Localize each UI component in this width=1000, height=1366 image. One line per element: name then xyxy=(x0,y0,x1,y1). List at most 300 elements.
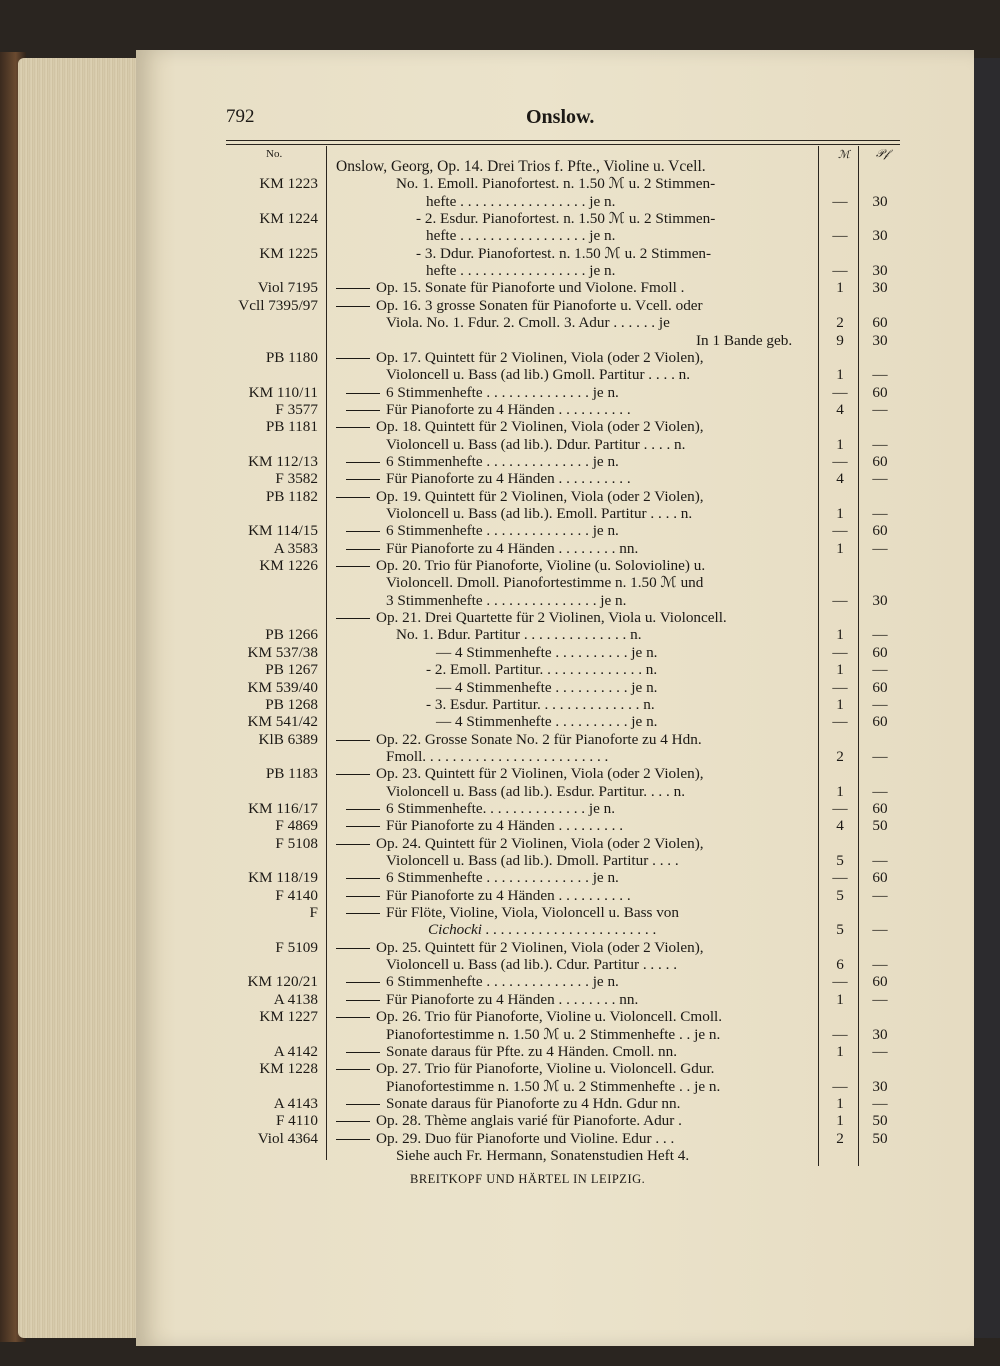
catalog-row xyxy=(0,332,1000,349)
catalog-number: F xyxy=(309,904,318,922)
entry-description: Violoncell u. Bass (ad lib.). Cdur. Partitur . . . . . xyxy=(386,956,677,974)
entry-text xyxy=(336,939,704,956)
price-pfennig: — xyxy=(872,505,888,522)
entry-text xyxy=(336,973,619,990)
catalog-row xyxy=(0,540,1000,557)
entry-text xyxy=(436,713,657,730)
entry-description: Für Pianoforte zu 4 Händen . . . . . . . . nn. xyxy=(386,990,639,1008)
catalog-number: A 4143 xyxy=(273,1094,318,1112)
catalog-number: PB 1267 xyxy=(265,661,318,679)
entry-text xyxy=(336,349,704,366)
catalog-row xyxy=(0,869,1000,886)
ditto-dash xyxy=(336,497,370,498)
catalog-row xyxy=(0,366,1000,383)
entry-text xyxy=(336,609,727,626)
price-pfennig: 50 xyxy=(872,1129,888,1147)
ditto-dash xyxy=(346,982,380,983)
ditto-dash xyxy=(346,531,380,532)
catalog-row xyxy=(0,991,1000,1008)
price-mark: — xyxy=(832,869,848,887)
ditto-dash xyxy=(336,774,370,775)
catalog-number: KM 1225 xyxy=(259,244,318,262)
entry-description: Op. 24. Quintett für 2 Violinen, Viola (oder 2 Violen), xyxy=(376,834,704,852)
catalog-number: KM 110/11 xyxy=(248,383,318,401)
catalog-row xyxy=(0,748,1000,765)
catalog-row xyxy=(0,592,1000,609)
catalog-row xyxy=(0,314,1000,331)
catalog-number: F 3577 xyxy=(275,400,318,418)
ditto-dash xyxy=(346,896,380,897)
catalog-number: KM 116/17 xyxy=(248,799,318,817)
entry-description: Op. 20. Trio für Pianoforte, Violine (u. Solovioline) u. xyxy=(376,557,706,575)
entry-text xyxy=(386,852,679,869)
entry-description: hefte . . . . . . . . . . . . . . . . . je n. xyxy=(426,192,616,210)
catalog-number: A 4138 xyxy=(273,990,318,1008)
catalog-row xyxy=(0,696,1000,713)
entry-description: Sonate daraus für Pianoforte zu 4 Hdn. Gdur nn. xyxy=(386,1094,681,1112)
price-pfennig: 30 xyxy=(872,262,888,280)
catalog-row xyxy=(0,1147,1000,1164)
catalog-row xyxy=(0,453,1000,470)
entry-description: Violoncell u. Bass (ad lib.). Dmoll. Partitur . . . . xyxy=(386,852,679,869)
price-mark: — xyxy=(832,1077,848,1095)
entry-description: Cichocki . . . . . . . . . . . . . . . . . . . . . . . xyxy=(428,921,657,939)
catalog-row xyxy=(0,210,1000,227)
entry-text xyxy=(426,696,655,713)
catalog-row xyxy=(0,297,1000,314)
catalog-row xyxy=(0,557,1000,574)
price-mark: 1 xyxy=(836,1042,844,1060)
catalog-row xyxy=(0,158,1000,175)
entry-description: Für Pianoforte zu 4 Händen . . . . . . . . . . xyxy=(386,886,631,904)
entry-text xyxy=(336,279,684,296)
catalog-row xyxy=(0,175,1000,192)
catalog-row xyxy=(0,245,1000,262)
ditto-dash xyxy=(336,358,370,359)
catalog-row xyxy=(0,1095,1000,1112)
entry-description: Viola. No. 1. Fdur. 2. Cmoll. 3. Adur . . . . . . je xyxy=(386,314,670,332)
entry-description: Op. 28. Thème anglais varié für Pianoforte. Adur . xyxy=(376,1112,682,1130)
entry-description: Op. 18. Quintett für 2 Violinen, Viola (oder 2 Violen), xyxy=(376,418,704,436)
running-title: Onslow. xyxy=(526,106,595,128)
entry-text xyxy=(336,418,704,435)
entry-description: Violoncell u. Bass (ad lib.). Emoll. Partitur . . . . n. xyxy=(386,505,693,522)
entry-description: Op. 29. Duo für Pianoforte und Violine. Edur . . . xyxy=(376,1129,675,1147)
entry-text xyxy=(428,921,657,938)
entry-text xyxy=(396,175,715,192)
entry-text xyxy=(336,869,619,886)
catalog-number: KM 539/40 xyxy=(247,678,318,696)
price-pfennig: 60 xyxy=(872,678,888,696)
ditto-dash xyxy=(336,844,370,845)
price-mark: — xyxy=(832,262,848,280)
entry-description: Violoncell. Dmoll. Pianofortestimme n. 1.50 ℳ und xyxy=(386,574,704,592)
entry-description: - 2. Emoll. Partitur. . . . . . . . . . . . . . n. xyxy=(426,661,658,679)
entry-description: — 4 Stimmenhefte . . . . . . . . . . je n. xyxy=(436,678,658,696)
entry-text xyxy=(416,245,711,262)
entry-description: Pianofortestimme n. 1.50 ℳ u. 2 Stimmenhefte . . je n. xyxy=(386,1025,721,1043)
entry-text xyxy=(336,453,619,470)
entry-text xyxy=(386,574,703,591)
price-pfennig: 30 xyxy=(872,227,888,245)
entry-text xyxy=(436,679,657,696)
catalog-row xyxy=(0,1008,1000,1025)
catalog-row xyxy=(0,783,1000,800)
price-pfennig: — xyxy=(872,470,888,488)
price-pfennig: 30 xyxy=(872,279,888,297)
entry-description: No. 1. Bdur. Partitur . . . . . . . . . . . . . . n. xyxy=(396,626,642,644)
catalog-row xyxy=(0,679,1000,696)
entry-description: Op. 21. Drei Quartette für 2 Violinen, Viola u. Violoncell. xyxy=(376,609,727,627)
ditto-dash xyxy=(336,427,370,428)
entry-text xyxy=(336,1043,677,1060)
price-mark: 9 xyxy=(836,331,844,349)
catalog-number: F 3582 xyxy=(275,470,318,488)
price-mark: 1 xyxy=(836,1112,844,1130)
price-mark: — xyxy=(832,643,848,661)
entry-text xyxy=(386,436,685,453)
catalog-row xyxy=(0,626,1000,643)
entry-description: - 3. Esdur. Partitur. . . . . . . . . . . . . . n. xyxy=(426,695,655,713)
price-pfennig: 60 xyxy=(872,713,888,731)
ditto-dash xyxy=(346,393,380,394)
header-rule xyxy=(226,140,900,141)
entry-text xyxy=(336,470,631,487)
entry-description: Für Pianoforte zu 4 Händen . . . . . . . . nn. xyxy=(386,539,639,557)
entry-description: 6 Stimmenhefte . . . . . . . . . . . . . . je n. xyxy=(386,973,619,991)
ditto-dash xyxy=(336,1139,370,1140)
catalog-row xyxy=(0,436,1000,453)
price-mark: — xyxy=(832,678,848,696)
ditto-dash xyxy=(336,948,370,949)
price-pfennig: — xyxy=(872,366,888,384)
catalog-row xyxy=(0,384,1000,401)
price-pfennig: — xyxy=(872,661,888,679)
entry-description: Op. 23. Quintett für 2 Violinen, Viola (oder 2 Violen), xyxy=(376,765,704,783)
catalog-number: PB 1183 xyxy=(265,765,318,783)
catalog-row xyxy=(0,921,1000,938)
entry-text xyxy=(426,262,615,279)
column-head-no: No. xyxy=(266,148,283,160)
entry-description: 6 Stimmenhefte . . . . . . . . . . . . . . je n. xyxy=(386,452,619,470)
price-pfennig: 60 xyxy=(872,643,888,661)
catalog-number: F 4140 xyxy=(275,886,318,904)
entry-description: — 4 Stimmenhefte . . . . . . . . . . je n. xyxy=(436,643,658,661)
entry-text xyxy=(336,540,638,557)
catalog-number: F 5109 xyxy=(275,938,318,956)
price-mark: — xyxy=(832,591,848,609)
catalog-row xyxy=(0,470,1000,487)
entry-text xyxy=(386,505,692,522)
catalog-row xyxy=(0,817,1000,834)
ditto-dash xyxy=(336,1121,370,1122)
ditto-dash xyxy=(346,826,380,827)
catalog-number: KlB 6389 xyxy=(258,730,318,748)
price-mark: 2 xyxy=(836,747,844,765)
ditto-dash xyxy=(336,1017,370,1018)
entry-description: Op. 17. Quintett für 2 Violinen, Viola (oder 2 Violen), xyxy=(376,348,704,366)
catalog-row xyxy=(0,279,1000,296)
catalog-number: A 3583 xyxy=(273,539,318,557)
entry-description: Violoncell u. Bass (ad lib.). Ddur. Partitur . . . . n. xyxy=(386,435,686,453)
price-mark: 1 xyxy=(836,539,844,557)
entry-text xyxy=(386,366,690,383)
catalog-number: KM 1228 xyxy=(259,1060,318,1078)
ditto-dash xyxy=(346,809,380,810)
catalog-number: A 4142 xyxy=(273,1042,318,1060)
catalog-number: F 5108 xyxy=(275,834,318,852)
catalog-number: Vcll 7395/97 xyxy=(238,296,318,314)
entry-description: Op. 22. Grosse Sonate No. 2 für Pianoforte zu 4 Hdn. xyxy=(376,730,702,748)
price-pfennig: — xyxy=(872,852,888,869)
catalog-number: KM 1224 xyxy=(259,210,318,228)
entry-text xyxy=(336,800,615,817)
entry-text xyxy=(696,332,792,349)
entry-description: hefte . . . . . . . . . . . . . . . . . je n. xyxy=(426,227,616,245)
entry-description: Violoncell u. Bass (ad lib.). Esdur. Partitur. . . . n. xyxy=(386,782,686,800)
entry-text xyxy=(386,1026,720,1043)
catalog-number: PB 1180 xyxy=(265,348,318,366)
price-pfennig: — xyxy=(872,747,888,765)
price-mark: 1 xyxy=(836,661,844,679)
catalog-row xyxy=(0,644,1000,661)
entry-text xyxy=(336,297,703,314)
entry-text xyxy=(386,783,685,800)
catalog-number: Viol 4364 xyxy=(257,1129,318,1147)
price-pfennig: — xyxy=(872,435,888,453)
price-mark: 1 xyxy=(836,990,844,1008)
entry-text xyxy=(336,557,705,574)
catalog-row xyxy=(0,904,1000,921)
catalog-row xyxy=(0,956,1000,973)
entry-text xyxy=(396,1147,689,1164)
author-heading: Onslow, Georg, Op. 14. Drei Trios f. Pfte., Violine u. Vcell. xyxy=(336,158,706,175)
price-mark: — xyxy=(832,452,848,470)
catalog-row xyxy=(0,401,1000,418)
entry-description: Violoncell u. Bass (ad lib.) Gmoll. Partitur . . . . n. xyxy=(386,366,691,384)
catalog-row xyxy=(0,609,1000,626)
catalog-row xyxy=(0,1130,1000,1147)
price-mark: 1 xyxy=(836,626,844,644)
price-pfennig: 60 xyxy=(872,799,888,817)
entry-text xyxy=(336,384,619,401)
price-pfennig: — xyxy=(872,990,888,1008)
price-mark: — xyxy=(832,799,848,817)
page-header xyxy=(226,106,906,140)
catalog-number: KM 118/19 xyxy=(248,869,318,887)
entry-text xyxy=(336,1130,674,1147)
entry-text xyxy=(336,904,679,921)
price-pfennig: 50 xyxy=(872,817,888,835)
entry-description: - 2. Esdur. Pianofortest. n. 1.50 ℳ u. 2 Stimmen- xyxy=(416,210,716,228)
entry-text xyxy=(336,835,704,852)
entry-text xyxy=(386,1078,720,1095)
entry-text xyxy=(426,227,615,244)
catalog-row xyxy=(0,349,1000,366)
ditto-dash xyxy=(346,913,380,914)
catalog-row xyxy=(0,1026,1000,1043)
catalog-row xyxy=(0,852,1000,869)
ditto-dash xyxy=(346,549,380,550)
catalog-row xyxy=(0,1078,1000,1095)
catalog-number: F 4110 xyxy=(275,1112,318,1130)
catalog-number: PB 1181 xyxy=(265,418,318,436)
entry-text xyxy=(336,991,638,1008)
entry-description: Sonate daraus für Pfte. zu 4 Händen. Cmoll. nn. xyxy=(386,1042,678,1060)
price-mark: 5 xyxy=(836,886,844,904)
entry-description: Op. 26. Trio für Pianoforte, Violine u. Violoncell. Cmoll. xyxy=(376,1008,723,1026)
entry-description: Für Flöte, Violine, Viola, Violoncell u. Bass von xyxy=(386,904,679,922)
price-pfennig: — xyxy=(872,1042,888,1060)
entry-description: 6 Stimmenhefte . . . . . . . . . . . . . . je n. xyxy=(386,383,619,401)
catalog-number: F 4869 xyxy=(275,817,318,835)
ditto-dash xyxy=(346,1000,380,1001)
catalog-number: PB 1182 xyxy=(265,487,318,505)
price-pfennig: — xyxy=(872,695,888,713)
catalog-row xyxy=(0,522,1000,539)
catalog-row xyxy=(0,713,1000,730)
price-mark: 1 xyxy=(836,1094,844,1112)
catalog-row xyxy=(0,1060,1000,1077)
ditto-dash xyxy=(346,410,380,411)
catalog-number: Viol 7195 xyxy=(257,279,318,297)
price-mark: 1 xyxy=(836,695,844,713)
ditto-dash xyxy=(346,462,380,463)
price-mark: — xyxy=(832,383,848,401)
price-mark: 1 xyxy=(836,279,844,297)
header-rule-thin xyxy=(226,144,900,145)
entry-text xyxy=(336,158,706,175)
ditto-dash xyxy=(346,479,380,480)
entry-description: Siehe auch Fr. Hermann, Sonatenstudien Heft 4. xyxy=(396,1146,690,1164)
ditto-dash xyxy=(336,566,370,567)
entry-text xyxy=(336,817,623,834)
catalog-row xyxy=(0,418,1000,435)
entry-description: 6 Stimmenhefte . . . . . . . . . . . . . . je n. xyxy=(386,522,619,540)
catalog-number: KM 114/15 xyxy=(248,522,318,540)
catalog-number: PB 1266 xyxy=(265,626,318,644)
price-mark: 6 xyxy=(836,956,844,974)
catalog-number: KM 120/21 xyxy=(247,973,318,991)
catalog-number: KM 537/38 xyxy=(247,643,318,661)
entry-description: Op. 15. Sonate für Pianoforte und Violone. Fmoll . xyxy=(376,279,685,297)
entry-text xyxy=(336,1095,680,1112)
price-pfennig: 60 xyxy=(872,973,888,991)
entry-text xyxy=(336,1112,682,1129)
price-mark: — xyxy=(832,522,848,540)
ditto-dash xyxy=(346,1104,380,1105)
column-head-pf: 𝒫𝒻 xyxy=(876,148,889,160)
ditto-dash xyxy=(346,878,380,879)
catalog-row xyxy=(0,1043,1000,1060)
entry-text xyxy=(436,644,657,661)
price-pfennig: 60 xyxy=(872,383,888,401)
entry-text xyxy=(336,731,702,748)
price-pfennig: — xyxy=(872,921,888,939)
publisher-footer: BREITKOPF UND HÄRTEL IN LEIPZIG. xyxy=(410,1172,646,1186)
price-pfennig: 60 xyxy=(872,452,888,470)
entry-text xyxy=(426,661,657,678)
entry-description: Pianofortestimme n. 1.50 ℳ u. 2 Stimmenhefte . . je n. xyxy=(386,1077,721,1095)
price-pfennig: — xyxy=(872,956,888,974)
entry-description: - 3. Ddur. Pianofortest. n. 1.50 ℳ u. 2 Stimmen- xyxy=(416,244,712,262)
catalog-row xyxy=(0,765,1000,782)
entry-description: hefte . . . . . . . . . . . . . . . . . je n. xyxy=(426,262,616,280)
price-mark: 5 xyxy=(836,921,844,939)
entry-text xyxy=(386,314,670,331)
price-pfennig: — xyxy=(872,886,888,904)
entry-description: Op. 25. Quintett für 2 Violinen, Viola (oder 2 Violen), xyxy=(376,938,704,956)
price-pfennig: — xyxy=(872,400,888,418)
entry-text xyxy=(336,401,631,418)
price-mark: 4 xyxy=(836,470,844,488)
entry-text xyxy=(336,488,704,505)
price-pfennig: 30 xyxy=(872,1077,888,1095)
entry-description: 3 Stimmenhefte . . . . . . . . . . . . . . . je n. xyxy=(386,591,627,609)
catalog-row xyxy=(0,973,1000,990)
entry-text xyxy=(336,522,619,539)
catalog-row xyxy=(0,939,1000,956)
entry-description: — 4 Stimmenhefte . . . . . . . . . . je n. xyxy=(436,713,658,731)
entry-description: Op. 16. 3 grosse Sonaten für Pianoforte u. Vcell. oder xyxy=(376,296,703,314)
catalog-number: KM 1227 xyxy=(259,1008,318,1026)
catalog-row xyxy=(0,227,1000,244)
catalog-row xyxy=(0,661,1000,678)
entry-text xyxy=(386,592,626,609)
price-mark: — xyxy=(832,227,848,245)
catalog-row xyxy=(0,488,1000,505)
ditto-dash xyxy=(336,288,370,289)
price-mark: 4 xyxy=(836,817,844,835)
entry-description: In 1 Bande geb. xyxy=(696,331,793,349)
price-pfennig: 50 xyxy=(872,1112,888,1130)
entry-description: 6 Stimmenhefte . . . . . . . . . . . . . . je n. xyxy=(386,869,619,887)
entry-description: Für Pianoforte zu 4 Händen . . . . . . . . . . xyxy=(386,400,631,418)
price-mark: 1 xyxy=(836,366,844,384)
catalog-row xyxy=(0,887,1000,904)
entry-text xyxy=(416,210,715,227)
price-mark: — xyxy=(832,192,848,210)
entry-description: Fmoll. . . . . . . . . . . . . . . . . . . . . . . . . xyxy=(386,747,609,765)
price-mark: 1 xyxy=(836,782,844,800)
ditto-dash xyxy=(346,1052,380,1053)
entry-description: No. 1. Emoll. Pianofortest. n. 1.50 ℳ u. 2 Stimmen- xyxy=(396,175,716,193)
price-pfennig: 30 xyxy=(872,1025,888,1043)
catalog-row xyxy=(0,193,1000,210)
price-mark: 1 xyxy=(836,435,844,453)
catalog-number: KM 541/42 xyxy=(247,713,318,731)
price-pfennig: 30 xyxy=(872,331,888,349)
price-pfennig: — xyxy=(872,626,888,644)
price-mark: 1 xyxy=(836,505,844,522)
price-pfennig: — xyxy=(872,539,888,557)
entry-text xyxy=(336,887,631,904)
price-mark: — xyxy=(832,1025,848,1043)
price-mark: — xyxy=(832,713,848,731)
catalog-row xyxy=(0,1112,1000,1129)
catalog-row xyxy=(0,505,1000,522)
entry-text xyxy=(336,1008,722,1025)
catalog-row xyxy=(0,262,1000,279)
entry-text xyxy=(396,626,642,643)
entry-text xyxy=(386,956,677,973)
price-mark: 5 xyxy=(836,852,844,869)
price-mark: 2 xyxy=(836,314,844,332)
price-pfennig: 30 xyxy=(872,591,888,609)
price-mark: — xyxy=(832,973,848,991)
ditto-dash xyxy=(336,306,370,307)
price-pfennig: — xyxy=(872,782,888,800)
